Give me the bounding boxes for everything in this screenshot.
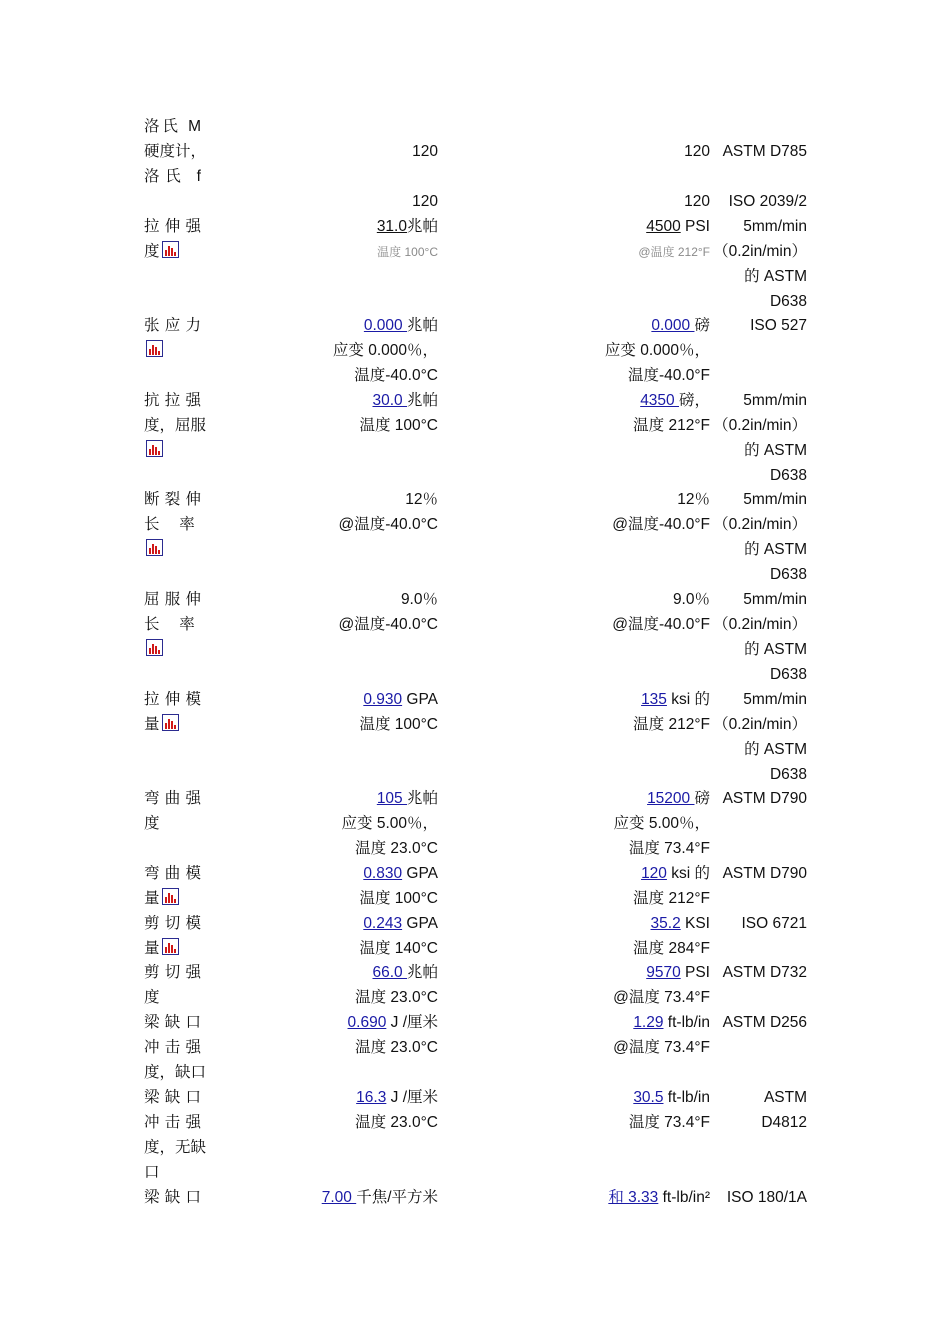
property-line: 冲 击 强: [144, 1038, 201, 1056]
unit-text: ft-lb/in: [663, 1089, 710, 1106]
value-link[interactable]: 0.830: [363, 865, 403, 882]
metric-value-line: [232, 862, 438, 887]
english-value: [500, 961, 710, 1011]
test-standard: [712, 1086, 807, 1136]
standard-line: ISO 6721: [741, 915, 807, 932]
metric-value-line: [232, 389, 438, 414]
property-line: 口: [144, 1163, 160, 1181]
bar-chart-icon[interactable]: [162, 714, 179, 731]
test-standard: [712, 1186, 807, 1211]
standard-line: ASTM D790: [722, 790, 807, 807]
metric-value: [232, 115, 438, 165]
english-value-line: [500, 1086, 710, 1111]
property-line: 洛氏 M: [144, 118, 201, 135]
english-value: [500, 787, 710, 862]
property-line: 张 应 力: [144, 317, 201, 334]
english-value-line: [500, 115, 710, 140]
standard-line: 5mm/min: [743, 218, 807, 235]
metric-value-line: 应变 5.00％，: [341, 814, 438, 832]
bar-chart-icon[interactable]: [146, 340, 163, 357]
unit-text: 磅，: [678, 392, 710, 409]
english-value-line: [500, 1186, 710, 1211]
english-value: [500, 588, 710, 638]
english-value-line: [500, 862, 710, 887]
unit-text: 千焦/平方米: [356, 1189, 438, 1206]
unit-text: KSI: [680, 915, 710, 932]
metric-value-line: [232, 115, 438, 140]
metric-value: [232, 787, 438, 862]
english-value-line: 温度-40.0°F: [628, 366, 710, 384]
english-value-line: 温度 212°F: [633, 889, 710, 907]
property-line: 度: [144, 240, 201, 265]
english-value-line: 温度 212°F: [633, 416, 710, 434]
standard-line: 5mm/min: [743, 392, 807, 409]
metric-value-line: [232, 1086, 438, 1111]
metric-value: [232, 488, 438, 538]
unit-text: 兆帕: [406, 218, 438, 235]
standard-line: D638: [769, 765, 807, 783]
english-value-line: [500, 240, 710, 265]
value-link[interactable]: 和 3.33: [608, 1189, 659, 1206]
value-link[interactable]: 0.930: [363, 691, 403, 708]
unit-text: ksi 的: [666, 691, 710, 708]
english-value: [500, 215, 710, 265]
property-line: 度，缺口: [144, 1063, 207, 1081]
condition-text: 温度 100°C: [377, 244, 438, 259]
bar-chart-icon[interactable]: [162, 888, 179, 905]
property-line: 弯 曲 强: [144, 790, 201, 807]
english-value: [500, 912, 710, 962]
bar-chart-icon[interactable]: [146, 440, 163, 457]
metric-value: [232, 1011, 438, 1061]
metric-value-line: 温度 23.0°C: [355, 1113, 438, 1131]
metric-value-line: 12％: [405, 491, 438, 508]
value-text: 120: [412, 142, 438, 160]
property-line: 弯 曲 模: [144, 865, 201, 882]
test-standard: [712, 787, 807, 812]
property-line: [144, 538, 201, 563]
english-value-line: [500, 787, 710, 812]
property-name: [144, 314, 201, 364]
metric-value: [232, 588, 438, 638]
metric-value-line: [232, 314, 438, 339]
property-name: [144, 862, 201, 912]
property-name: [144, 912, 201, 962]
test-standard: [712, 912, 807, 937]
standard-line: D638: [769, 292, 807, 310]
unit-text: 兆帕: [406, 964, 438, 981]
metric-value: [232, 389, 438, 439]
value-link[interactable]: 0.000: [651, 317, 695, 334]
standard-line: 的 ASTM: [744, 740, 807, 758]
property-line: 梁 缺 口: [144, 1014, 201, 1031]
property-name: [144, 115, 207, 190]
english-value-line: 温度 212°F: [633, 715, 710, 733]
value-link[interactable]: 30.5: [633, 1089, 664, 1106]
value-link[interactable]: 120: [641, 865, 667, 882]
standard-line: （0.2in/min）: [713, 715, 807, 733]
metric-value-line: 温度-40.0°C: [354, 366, 438, 384]
property-name: [144, 1086, 207, 1186]
unit-text: J /厘米: [386, 1089, 438, 1106]
metric-value-line: 温度 100°C: [359, 889, 438, 907]
english-value: [500, 1011, 710, 1061]
value-link[interactable]: 135: [641, 691, 667, 708]
standard-line: [712, 115, 807, 140]
english-value: [500, 488, 710, 538]
property-line: 屈 服 伸: [144, 591, 201, 608]
test-standard: [712, 588, 807, 688]
standard-line: D638: [769, 466, 807, 484]
property-name: [144, 787, 201, 837]
value-link[interactable]: 1.29: [633, 1014, 664, 1031]
test-standard: [712, 961, 807, 986]
property-line: 量: [144, 887, 201, 912]
property-line: 抗 拉 强: [144, 392, 201, 409]
property-name: [144, 488, 201, 563]
unit-text: GPA: [402, 915, 438, 932]
bar-chart-icon[interactable]: [162, 241, 179, 258]
property-line: [144, 339, 201, 364]
english-value: [500, 1186, 710, 1211]
value-link[interactable]: 0.000: [363, 317, 407, 334]
english-value-line: [500, 190, 710, 215]
unit-text: 兆帕: [406, 317, 438, 334]
english-value: [500, 314, 710, 389]
standard-line: （0.2in/min）: [713, 515, 807, 533]
english-value-line: [500, 961, 710, 986]
metric-value-line: 温度 23.0°C: [355, 1038, 438, 1056]
property-name: [144, 215, 201, 265]
english-value-line: @温度 73.4°F: [613, 988, 710, 1006]
property-name: [144, 961, 201, 1011]
property-name: [144, 389, 207, 464]
metric-value-line: [232, 140, 438, 165]
property-line: 长 率: [144, 615, 195, 633]
standard-line: （0.2in/min）: [713, 416, 807, 434]
unit-text: PSI: [680, 964, 710, 981]
english-value-line: 应变 5.00％，: [613, 814, 710, 832]
unit-text: 磅: [694, 317, 710, 334]
unit-text: 磅: [694, 790, 710, 807]
property-line: 拉 伸 强: [144, 218, 201, 235]
english-value-line: [500, 314, 710, 339]
english-value: [500, 1086, 710, 1136]
metric-value-line: [232, 961, 438, 986]
english-value-line: @温度-40.0°F: [612, 515, 710, 533]
standard-line: ASTM D785: [722, 142, 807, 160]
test-standard: [712, 314, 807, 339]
metric-value: [232, 1186, 438, 1211]
standard-line: 的 ASTM: [744, 267, 807, 285]
property-line: 冲 击 强: [144, 1113, 201, 1131]
metric-value-line: 9.0％: [400, 591, 438, 608]
property-line: 断 裂 伸: [144, 491, 201, 508]
english-value: [500, 389, 710, 439]
metric-value: [232, 190, 438, 215]
test-standard: [712, 488, 807, 588]
english-value-line: [500, 688, 710, 713]
value-link[interactable]: 35.2: [650, 915, 681, 932]
metric-value-line: [232, 240, 438, 265]
english-value-line: 温度 73.4°F: [628, 1113, 710, 1131]
standard-line: ASTM D256: [722, 1014, 807, 1031]
metric-value-line: 应变 0.000％，: [332, 341, 438, 359]
test-standard: [712, 389, 807, 489]
standard-line: 的 ASTM: [744, 441, 807, 459]
value-text: 120: [684, 193, 710, 210]
test-standard: [712, 862, 807, 887]
english-value-line: 12％: [677, 491, 710, 508]
test-standard: [712, 215, 807, 315]
standard-line: 的 ASTM: [744, 640, 807, 658]
value-link[interactable]: 0.243: [363, 915, 403, 932]
standard-line: ASTM D790: [722, 865, 807, 882]
unit-text: GPA: [402, 865, 438, 882]
value-link[interactable]: 7.00: [321, 1189, 357, 1206]
english-value-line: 应变 0.000％，: [604, 341, 710, 359]
value-link[interactable]: 4350: [640, 392, 679, 409]
bar-chart-icon[interactable]: [146, 639, 163, 656]
metric-value-line: [232, 688, 438, 713]
value-text: 120: [412, 193, 438, 210]
value-text: 4500: [646, 218, 681, 235]
property-line: 剪 切 模: [144, 915, 201, 932]
standard-line: 5mm/min: [743, 491, 807, 508]
standard-line: 5mm/min: [743, 591, 807, 608]
standard-line: ISO 527: [750, 317, 807, 334]
metric-value: [232, 862, 438, 912]
metric-value: [232, 688, 438, 738]
metric-value-line: [232, 215, 438, 240]
property-line: 拉 伸 模: [144, 691, 201, 708]
property-line: 量: [144, 713, 201, 738]
value-link[interactable]: 9570: [646, 964, 681, 981]
english-value: [500, 688, 710, 738]
metric-value: [232, 961, 438, 1011]
standard-line: D638: [769, 565, 807, 583]
unit-text: ksi 的: [666, 865, 710, 882]
english-value: [500, 862, 710, 912]
property-line: 剪 切 强: [144, 964, 201, 981]
standard-line: 的 ASTM: [744, 540, 807, 558]
english-value-line: [500, 389, 710, 414]
metric-value: [232, 215, 438, 265]
metric-value-line: [232, 912, 438, 937]
metric-value-line: 温度 23.0°C: [355, 839, 438, 857]
metric-value-line: 温度 100°C: [359, 715, 438, 733]
metric-value-line: 温度 140°C: [359, 939, 438, 957]
value-link[interactable]: 0.690: [347, 1014, 387, 1031]
property-name: [144, 588, 201, 663]
property-line: 硬度计，: [144, 142, 207, 160]
english-value: [500, 115, 710, 165]
metric-value-line: @温度-40.0°C: [338, 615, 438, 633]
english-value-line: 温度 73.4°F: [628, 839, 710, 857]
test-standard: [712, 190, 807, 215]
english-value: [500, 190, 710, 215]
property-name: [144, 688, 201, 738]
property-line: 洛氏 f: [144, 167, 201, 185]
metric-value-line: [232, 190, 438, 215]
value-text: 31.0: [376, 218, 407, 235]
metric-value: [232, 314, 438, 389]
property-name: [144, 1186, 201, 1211]
standard-line: ISO 2039/2: [728, 193, 807, 210]
english-value-line: [500, 140, 710, 165]
standard-line: （0.2in/min）: [713, 242, 807, 260]
property-line: 度，无缺: [144, 1138, 207, 1156]
standard-line: ASTM: [763, 1089, 807, 1106]
value-text: 120: [684, 142, 710, 160]
test-standard: [712, 1011, 807, 1036]
metric-value-line: [232, 1011, 438, 1036]
unit-text: 兆帕: [406, 790, 438, 807]
property-line: 梁 缺 口: [144, 1089, 201, 1106]
metric-value: [232, 1086, 438, 1136]
metric-value-line: 温度 23.0°C: [355, 988, 438, 1006]
english-value-line: @温度-40.0°F: [612, 615, 710, 633]
condition-text: @温度 212°F: [638, 244, 710, 259]
value-link[interactable]: 30.0: [372, 392, 407, 409]
english-value-line: [500, 215, 710, 240]
property-line: 长 率: [144, 515, 195, 533]
value-link[interactable]: 15200: [647, 790, 695, 807]
standard-line: ASTM D732: [722, 964, 807, 981]
test-standard: [712, 115, 807, 165]
test-standard: [712, 688, 807, 788]
value-link[interactable]: 16.3: [356, 1089, 387, 1106]
metric-value: [232, 912, 438, 962]
english-value-line: 9.0％: [672, 591, 710, 608]
unit-text: J /厘米: [386, 1014, 438, 1031]
english-value-line: [500, 912, 710, 937]
property-line: 量: [144, 937, 201, 962]
unit-text: PSI: [680, 218, 710, 235]
property-line: 梁 缺 口: [144, 1189, 201, 1206]
value-link[interactable]: 66.0: [372, 964, 407, 981]
bar-chart-icon[interactable]: [146, 539, 163, 556]
english-value-line: 温度 284°F: [633, 939, 710, 957]
metric-value-line: [232, 787, 438, 812]
unit-text: ft-lb/in²: [658, 1189, 710, 1206]
unit-text: GPA: [402, 691, 438, 708]
metric-value-line: 温度 100°C: [359, 416, 438, 434]
value-link[interactable]: 105: [376, 790, 407, 807]
metric-value-line: @温度-40.0°C: [338, 515, 438, 533]
unit-text: 兆帕: [406, 392, 438, 409]
property-line: [144, 638, 201, 663]
metric-value-line: [232, 1186, 438, 1211]
property-line: 度，屈服: [144, 416, 207, 434]
property-name: [144, 1011, 207, 1086]
english-value-line: @温度 73.4°F: [613, 1038, 710, 1056]
bar-chart-icon[interactable]: [162, 938, 179, 955]
unit-text: ft-lb/in: [663, 1014, 710, 1031]
english-value-line: [500, 1011, 710, 1036]
standard-line: D638: [769, 665, 807, 683]
standard-line: ISO 180/1A: [726, 1189, 807, 1206]
property-line: 度: [144, 814, 160, 832]
standard-line: （0.2in/min）: [713, 615, 807, 633]
property-line: 度: [144, 988, 160, 1006]
standard-line: 5mm/min: [743, 691, 807, 708]
standard-line: D4812: [761, 1113, 807, 1131]
property-line: [144, 439, 201, 464]
